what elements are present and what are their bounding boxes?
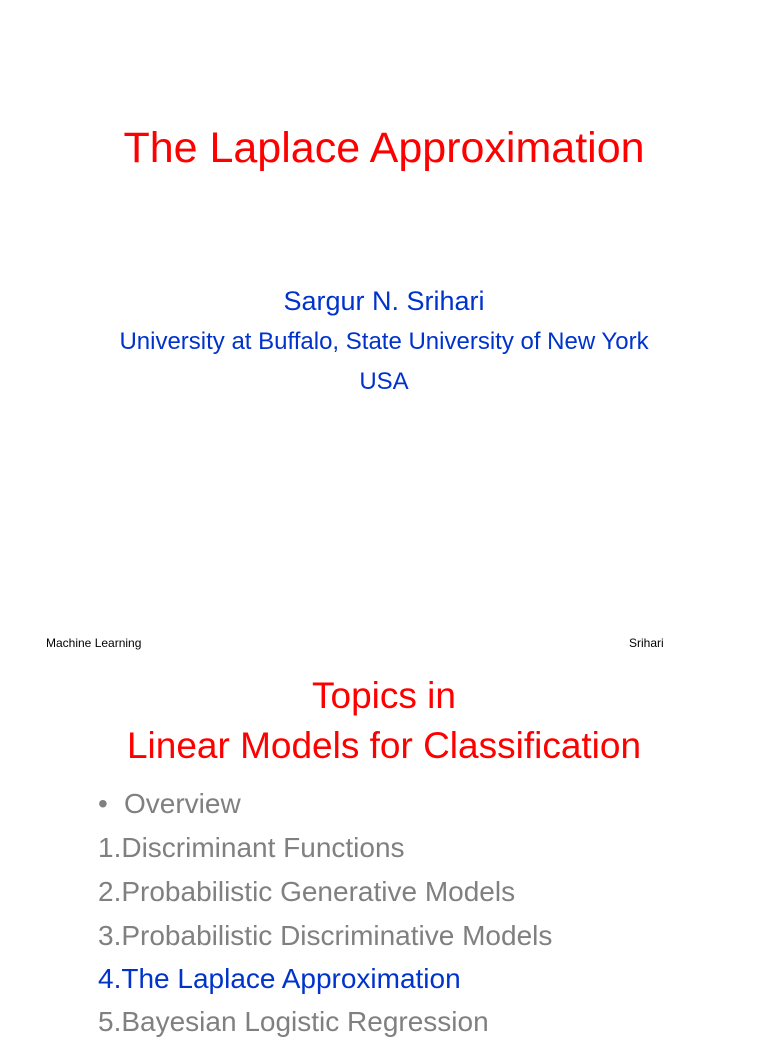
topic-item	[98, 787, 241, 821]
footer-course: Machine Learning	[46, 636, 142, 650]
topic-item-active	[98, 962, 461, 996]
bullet-icon: •	[98, 788, 108, 819]
topic-label: 5.Bayesian Logistic Regression	[98, 1006, 489, 1037]
topic-label: 1.Discriminant Functions	[98, 832, 405, 863]
author-name: Sargur N. Srihari	[283, 286, 485, 316]
topic-item	[98, 1005, 489, 1039]
topic-item	[98, 919, 552, 953]
topic-label: 3.Probabilistic Discriminative Models	[98, 920, 553, 951]
footer-author: Srihari	[629, 636, 664, 650]
topic-label: 4.The Laplace Approximation	[98, 963, 461, 994]
affiliation-country: USA	[359, 368, 409, 395]
topic-item	[98, 875, 515, 909]
topic-label: 2.Probabilistic Generative Models	[98, 876, 516, 907]
slide-title: The Laplace Approximation	[123, 124, 645, 172]
affiliation-university: University at Buffalo, State University of New York	[119, 328, 649, 355]
topic-item	[98, 831, 405, 865]
topic-label: Overview	[124, 788, 241, 819]
slide-2-title-line-1: Topics in	[312, 675, 456, 716]
slide-2-title-line-2: Linear Models for Classification	[126, 725, 642, 766]
